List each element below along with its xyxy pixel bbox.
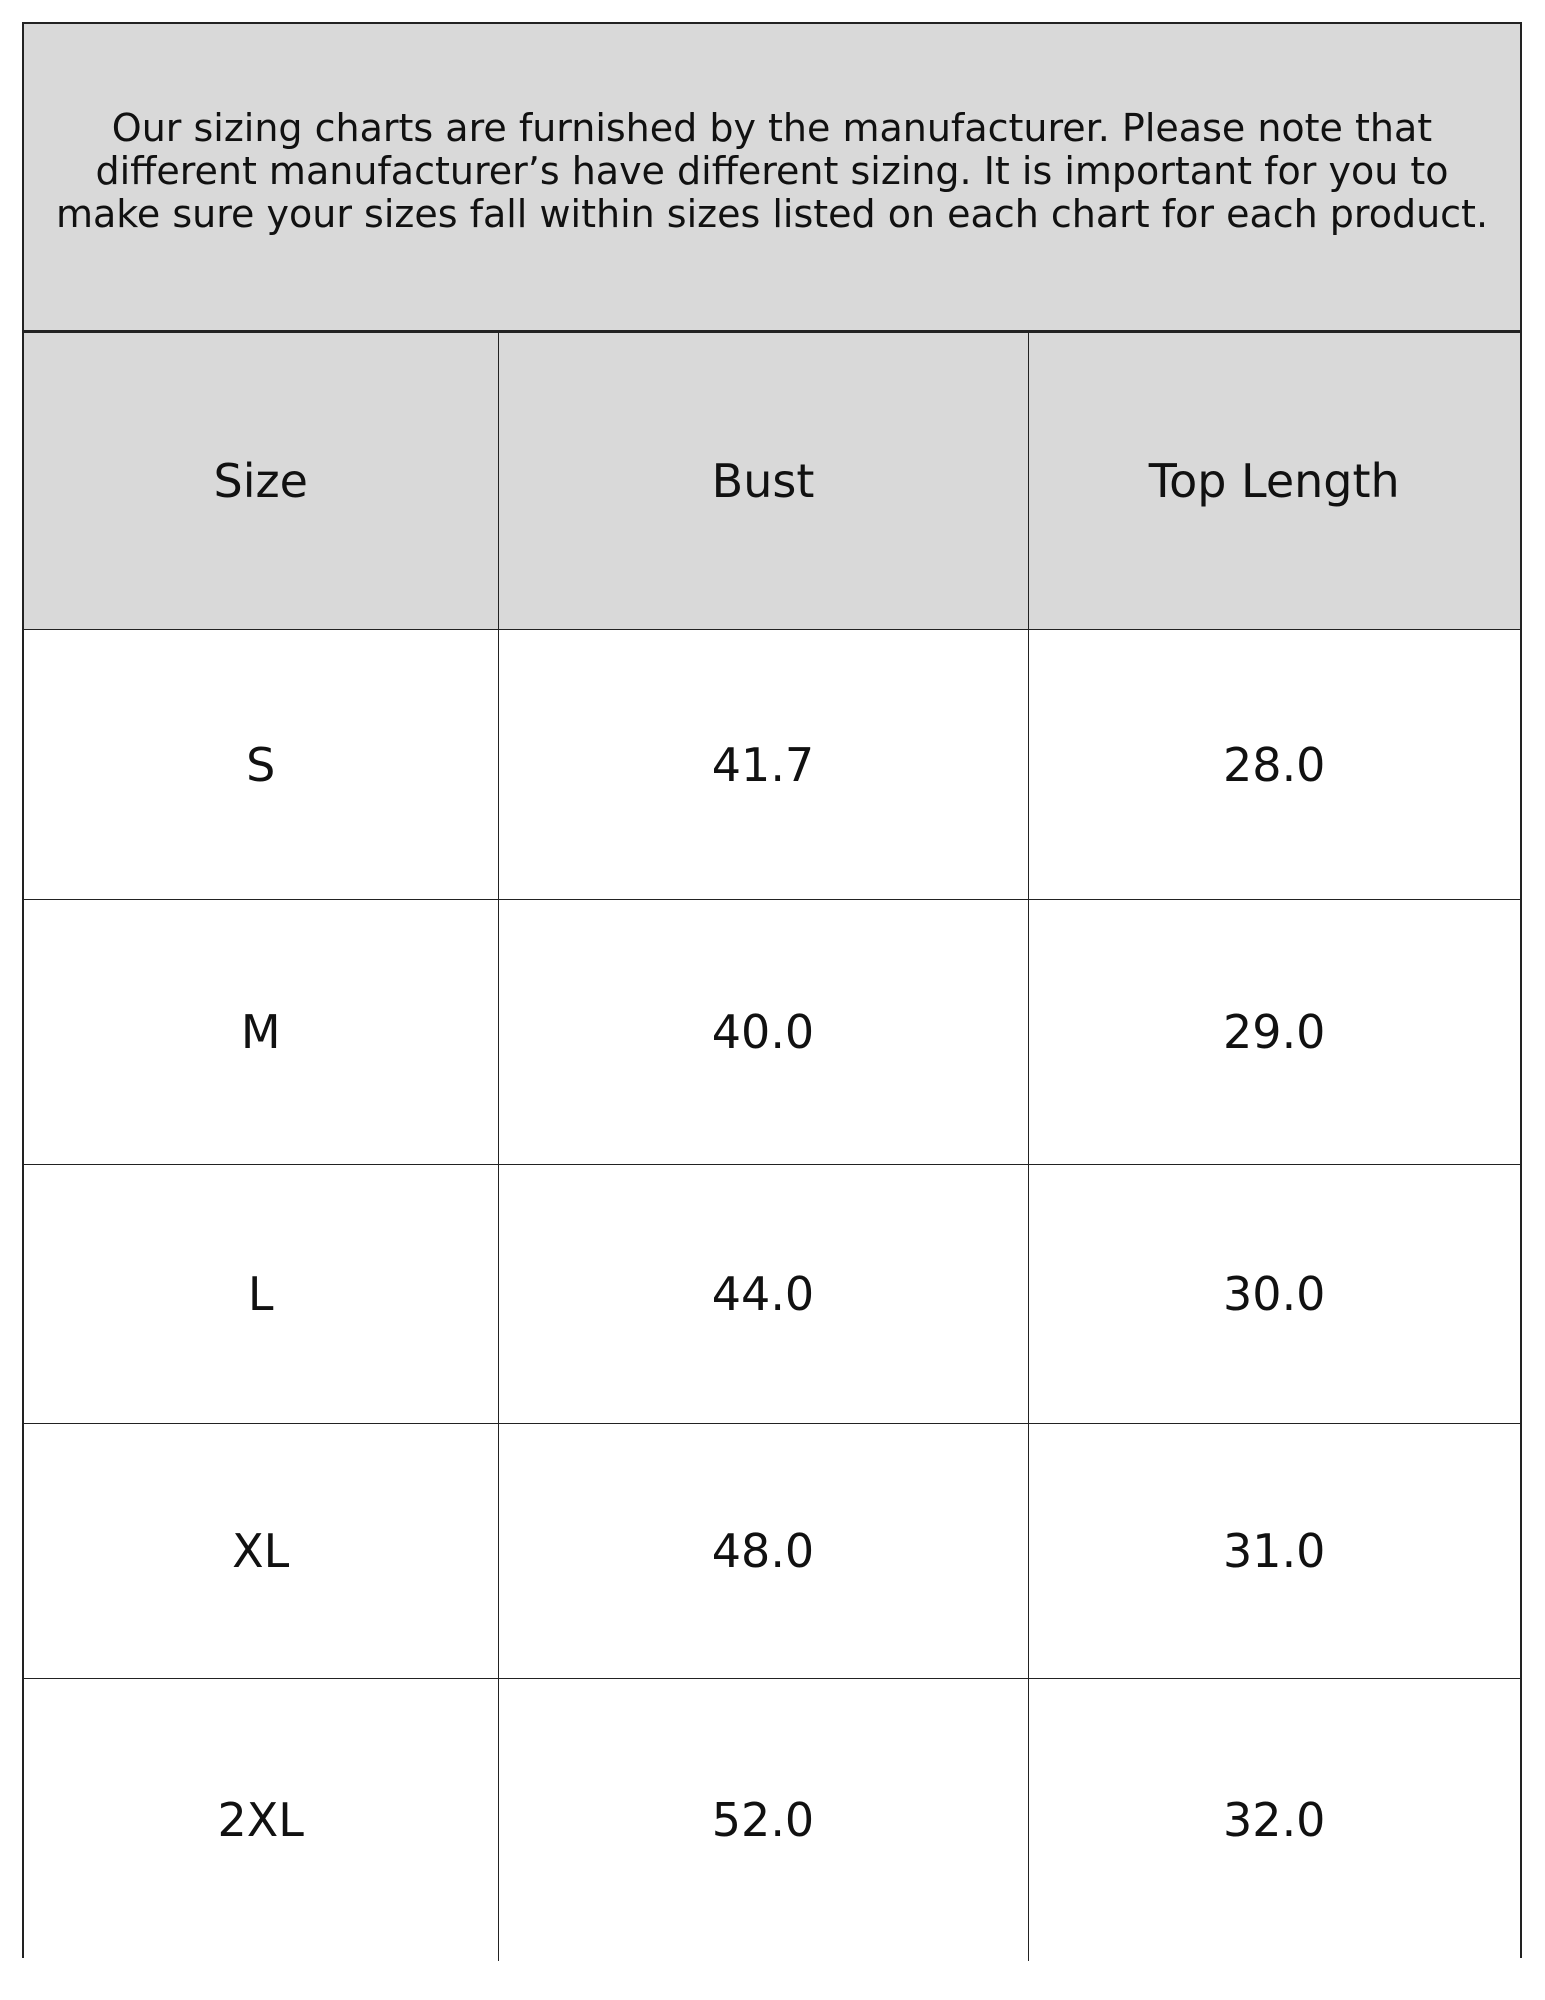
- bust-cell: 40.0: [498, 900, 1028, 1165]
- top-length-cell: 31.0: [1028, 1424, 1520, 1679]
- column-header-top-length: Top Length: [1028, 333, 1520, 630]
- bust-cell: 41.7: [498, 630, 1028, 900]
- notice-line: Our sizing charts are furnished by the manufacturer. Please note that: [111, 105, 1433, 150]
- top-length-cell: 28.0: [1028, 630, 1520, 900]
- table-header-row: [24, 333, 1520, 630]
- size-cell: XL: [24, 1424, 498, 1679]
- bust-cell: 52.0: [498, 1679, 1028, 1962]
- size-chart: [22, 22, 1522, 1958]
- table-row: [24, 1165, 1520, 1424]
- table-row: [24, 1424, 1520, 1679]
- top-length-cell: 29.0: [1028, 900, 1520, 1165]
- column-header-bust: Bust: [498, 333, 1028, 630]
- table-row: [24, 900, 1520, 1165]
- table-row: [24, 1679, 1520, 1962]
- size-cell: 2XL: [24, 1679, 498, 1962]
- top-length-cell: 30.0: [1028, 1165, 1520, 1424]
- notice-line: different manufacturer’s have different sizing. It is important for you to: [95, 148, 1449, 193]
- sizing-notice: [24, 24, 1520, 333]
- bust-cell: 44.0: [498, 1165, 1028, 1424]
- sizing-notice-text: [32, 107, 1512, 236]
- notice-line: make sure your sizes fall within sizes listed on each chart for each product.: [55, 191, 1489, 236]
- bust-cell: 48.0: [498, 1424, 1028, 1679]
- table-row: [24, 630, 1520, 900]
- size-cell: S: [24, 630, 498, 900]
- top-length-cell: 32.0: [1028, 1679, 1520, 1962]
- size-cell: M: [24, 900, 498, 1165]
- column-header-size: Size: [24, 333, 498, 630]
- size-table: [24, 333, 1520, 1961]
- size-cell: L: [24, 1165, 498, 1424]
